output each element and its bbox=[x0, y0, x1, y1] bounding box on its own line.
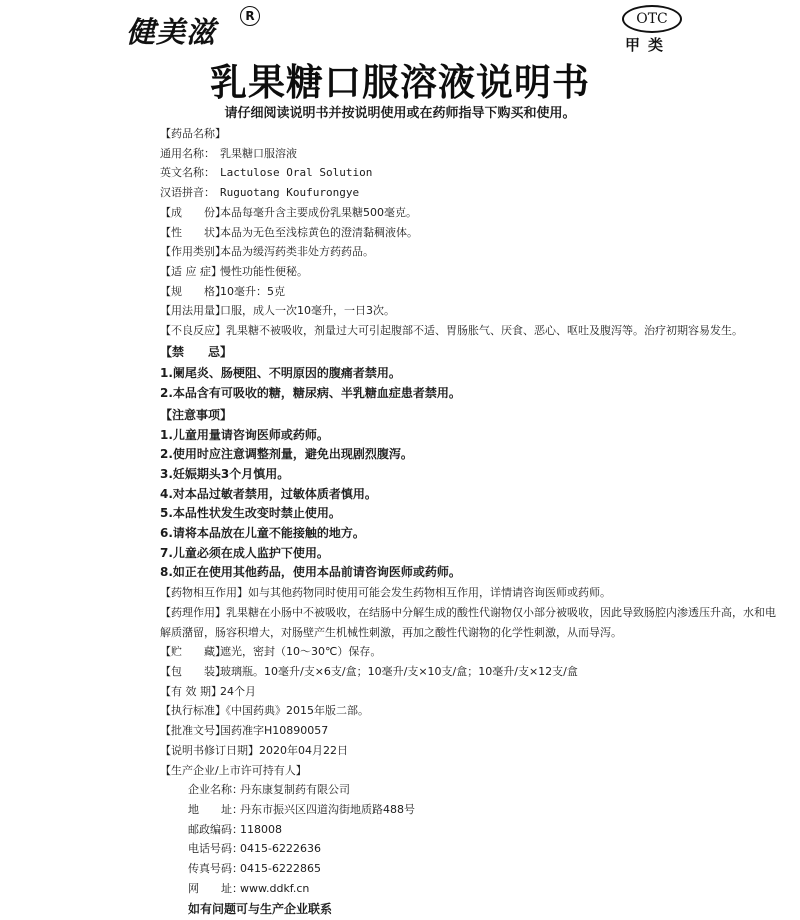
approval-row bbox=[160, 721, 785, 741]
specification-row bbox=[160, 282, 785, 302]
approval-value: 国药准字H10890057 bbox=[220, 724, 329, 738]
otc-class-label: 甲类 bbox=[625, 36, 672, 54]
contraindication-item: 1.阑尾炎、肠梗阻、不明原因的腹痛者禁用。 bbox=[160, 366, 401, 381]
fax-value: 0415-6222865 bbox=[240, 862, 321, 876]
generic-name-value: 乳果糖口服溶液 bbox=[220, 146, 297, 160]
precautions-heading: 【注意事项】 bbox=[160, 407, 233, 422]
character-row bbox=[160, 223, 785, 243]
validity-value: 24个月 bbox=[220, 684, 256, 698]
adverse-reactions-row bbox=[160, 321, 785, 341]
storage-label: 【贮 藏】 bbox=[160, 645, 226, 659]
specification-label: 【规 格】 bbox=[160, 284, 226, 298]
phone-value: 0415-6222636 bbox=[240, 842, 321, 856]
english-name-row bbox=[160, 163, 785, 183]
drug-name-heading: 【药品名称】 bbox=[160, 127, 226, 140]
standard-row bbox=[160, 701, 785, 721]
character-value: 本品为无色至浅棕黄色的澄清黏稠液体。 bbox=[220, 225, 418, 239]
english-name-value: Lactulose Oral Solution bbox=[220, 166, 373, 180]
adverse-reactions-label: 【不良反应】 bbox=[160, 324, 226, 338]
package-value: 玻璃瓶。10毫升/支×6支/盒；10毫升/支×10支/盒；10毫升/支×12支/盒 bbox=[220, 664, 578, 678]
specification-value: 10毫升：5克 bbox=[220, 284, 285, 298]
standard-value: 《中国药典》2015年版二部。 bbox=[220, 704, 369, 718]
fax-row bbox=[160, 859, 785, 879]
precaution-item: 8.如正在使用其他药品，使用本品前请咨询医师或药师。 bbox=[160, 565, 461, 580]
revision-date-value: 2020年04月22日 bbox=[259, 743, 348, 757]
dosage-value: 口服，成人一次10毫升，一日3次。 bbox=[220, 304, 395, 318]
pinyin-row bbox=[160, 183, 785, 203]
category-label: 【作用类别】 bbox=[160, 245, 226, 259]
revision-date-row bbox=[160, 741, 785, 761]
precaution-item: 3.妊娠期头3个月慎用。 bbox=[160, 466, 290, 481]
company-value: 丹东康复制药有限公司 bbox=[240, 783, 350, 797]
revision-date-label: 【说明书修订日期】 bbox=[160, 743, 259, 757]
ingredients-label: 【成 份】 bbox=[160, 205, 226, 219]
pinyin-label: 汉语拼音： bbox=[160, 186, 215, 200]
package-row bbox=[160, 662, 785, 682]
pharmacology-label: 【药理作用】 bbox=[160, 605, 226, 619]
ingredients-value: 本品每毫升含主要成份乳果糖500毫克。 bbox=[220, 205, 417, 219]
precaution-item: 1.儿童用量请咨询医师或药师。 bbox=[160, 427, 329, 442]
contraindication-item: 2.本品含有可吸收的糖，糖尿病、半乳糖血症患者禁用。 bbox=[160, 386, 461, 401]
category-value: 本品为缓泻药类非处方药药品。 bbox=[220, 245, 374, 259]
english-name-label: 英文名称： bbox=[160, 166, 215, 180]
document-subtitle: 请仔细阅读说明书并按说明使用或在药师指导下购买和使用。 bbox=[224, 106, 576, 121]
package-label: 【包 装】 bbox=[160, 664, 226, 678]
standard-label: 【执行标准】 bbox=[160, 704, 226, 718]
ingredients-row bbox=[160, 203, 785, 223]
indication-row bbox=[160, 262, 785, 282]
character-label: 【性 状】 bbox=[160, 225, 226, 239]
pinyin-value: Ruguotang Koufurongye bbox=[220, 186, 360, 200]
website-row bbox=[160, 879, 785, 899]
company-row bbox=[160, 780, 785, 800]
company-label: 企业名称： bbox=[188, 783, 243, 797]
precaution-item: 2.使用时应注意调整剂量，避免出现剧烈腹泻。 bbox=[160, 447, 413, 462]
leaflet-body bbox=[160, 124, 785, 920]
precaution-item: 7.儿童必须在成人监护下使用。 bbox=[160, 545, 329, 560]
postcode-value: 118008 bbox=[240, 822, 282, 836]
registered-mark: R bbox=[240, 6, 260, 26]
otc-badge: OTC bbox=[622, 5, 682, 33]
address-row bbox=[160, 800, 785, 820]
generic-name-row bbox=[160, 144, 785, 164]
postcode-label: 邮政编码： bbox=[188, 822, 243, 836]
indication-value: 慢性功能性便秘。 bbox=[220, 264, 308, 278]
pharmacology-value: 乳果糖在小肠中不被吸收，在结肠中分解生成的酸性代谢物仅小部分被吸收，因此导致肠腔内渗透压升高，水和电解质潴留，肠容积增大，对肠壁产生机械性刺激，再加之酸性代谢物的化学性刺激，从而导泻。 bbox=[160, 605, 776, 639]
validity-row bbox=[160, 682, 785, 702]
phone-label: 电话号码： bbox=[188, 842, 243, 856]
validity-label: 【有 效 期】 bbox=[160, 684, 222, 698]
drug-interactions-value: 如与其他药物同时使用可能会发生药物相互作用，详情请咨询医师或药师。 bbox=[248, 586, 611, 600]
contraindications-heading: 【禁 忌】 bbox=[160, 344, 233, 359]
generic-name-label: 通用名称： bbox=[160, 146, 215, 160]
indication-label: 【适 应 症】 bbox=[160, 264, 222, 278]
dosage-row bbox=[160, 301, 785, 321]
document-title: 乳果糖口服溶液说明书 bbox=[210, 61, 590, 104]
precaution-item: 5.本品性状发生改变时禁止使用。 bbox=[160, 506, 341, 521]
manufacturer-heading: 【生产企业/上市许可持有人】 bbox=[160, 763, 307, 777]
category-row bbox=[160, 242, 785, 262]
fax-label: 传真号码： bbox=[188, 862, 243, 876]
website-value: www.ddkf.cn bbox=[240, 881, 310, 895]
postcode-row bbox=[160, 820, 785, 840]
pharmacology-row bbox=[160, 603, 785, 642]
dosage-label: 【用法用量】 bbox=[160, 304, 226, 318]
drug-interactions-label: 【药物相互作用】 bbox=[160, 586, 248, 600]
storage-value: 遮光，密封（10～30℃）保存。 bbox=[220, 645, 382, 659]
precaution-item: 6.请将本品放在儿童不能接触的地方。 bbox=[160, 526, 365, 541]
approval-label: 【批准文号】 bbox=[160, 724, 226, 738]
address-label: 地 址： bbox=[188, 802, 243, 816]
footer-note: 如有问题可与生产企业联系 bbox=[188, 902, 333, 917]
address-value: 丹东市振兴区四道沟街地质路488号 bbox=[240, 802, 415, 816]
brand-logo: 健美滋 bbox=[126, 15, 217, 49]
website-label: 网 址： bbox=[188, 881, 243, 895]
precaution-item: 4.对本品过敏者禁用，过敏体质者慎用。 bbox=[160, 486, 377, 501]
drug-interactions-row bbox=[160, 583, 785, 603]
adverse-reactions-value: 乳果糖不被吸收，剂量过大可引起腹部不适、胃肠胀气、厌食、恶心、呕吐及腹泻等。治疗初期容易发生。 bbox=[226, 324, 743, 338]
phone-row bbox=[160, 839, 785, 859]
storage-row bbox=[160, 642, 785, 662]
